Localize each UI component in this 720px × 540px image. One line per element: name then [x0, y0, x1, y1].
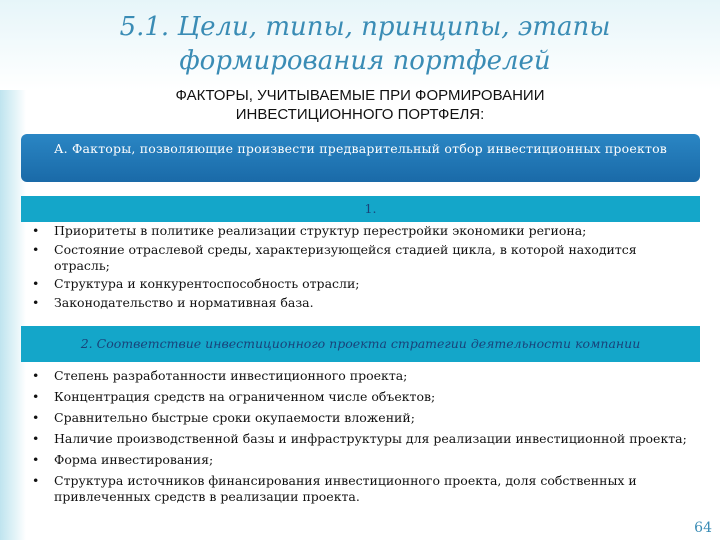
list-item: • Наличие производственной базы и инфраструктуры для реализации инвестиционной проекта; [26, 431, 696, 447]
list-item: • Форма инвестирования; [26, 452, 696, 468]
list-item: • Законодательство и нормативная база. [26, 295, 696, 311]
section-2-heading: 2. Соответствие инвестиционного проекта стратегии деятельности компании [21, 326, 700, 362]
list-item: • Приоритеты в политике реализации структур перестройки экономики региона; [26, 223, 696, 239]
list-item: • Степень разработанности инвестиционного проекта; [26, 368, 696, 384]
list-item: • Структура и конкурентоспособность отрасли; [26, 276, 696, 292]
list-item: • Концентрация средств на ограниченном числе объектов; [26, 389, 696, 405]
page-number: 64 [694, 520, 712, 536]
section-2-list [26, 368, 696, 510]
list-item: • Состояние отраслевой среды, характеризующейся стадией цикла, в которой находится отрасль; [26, 242, 696, 274]
factor-a-header: А. Факторы, позволяющие произвести предварительный отбор инвестиционных проектов [21, 134, 700, 182]
slide-subtitle: ФАКТОРЫ, УЧИТЫВАЕМЫЕ ПРИ ФОРМИРОВАНИИ ИНВЕСТИЦИОННОГО ПОРТФЕЛЯ: [175, 87, 545, 123]
slide-title: 5.1. Цели, типы, принципы, этапы формирования портфелей [119, 12, 611, 76]
list-item: • Сравнительно быстрые сроки окупаемости вложений; [26, 410, 696, 426]
list-item: • Структура источников финансирования инвестиционного проекта, доля собственных и привлеченных средств в реализации проекта. [26, 473, 696, 505]
section-1-heading: 1. [21, 196, 700, 222]
section-1-list [26, 223, 696, 313]
